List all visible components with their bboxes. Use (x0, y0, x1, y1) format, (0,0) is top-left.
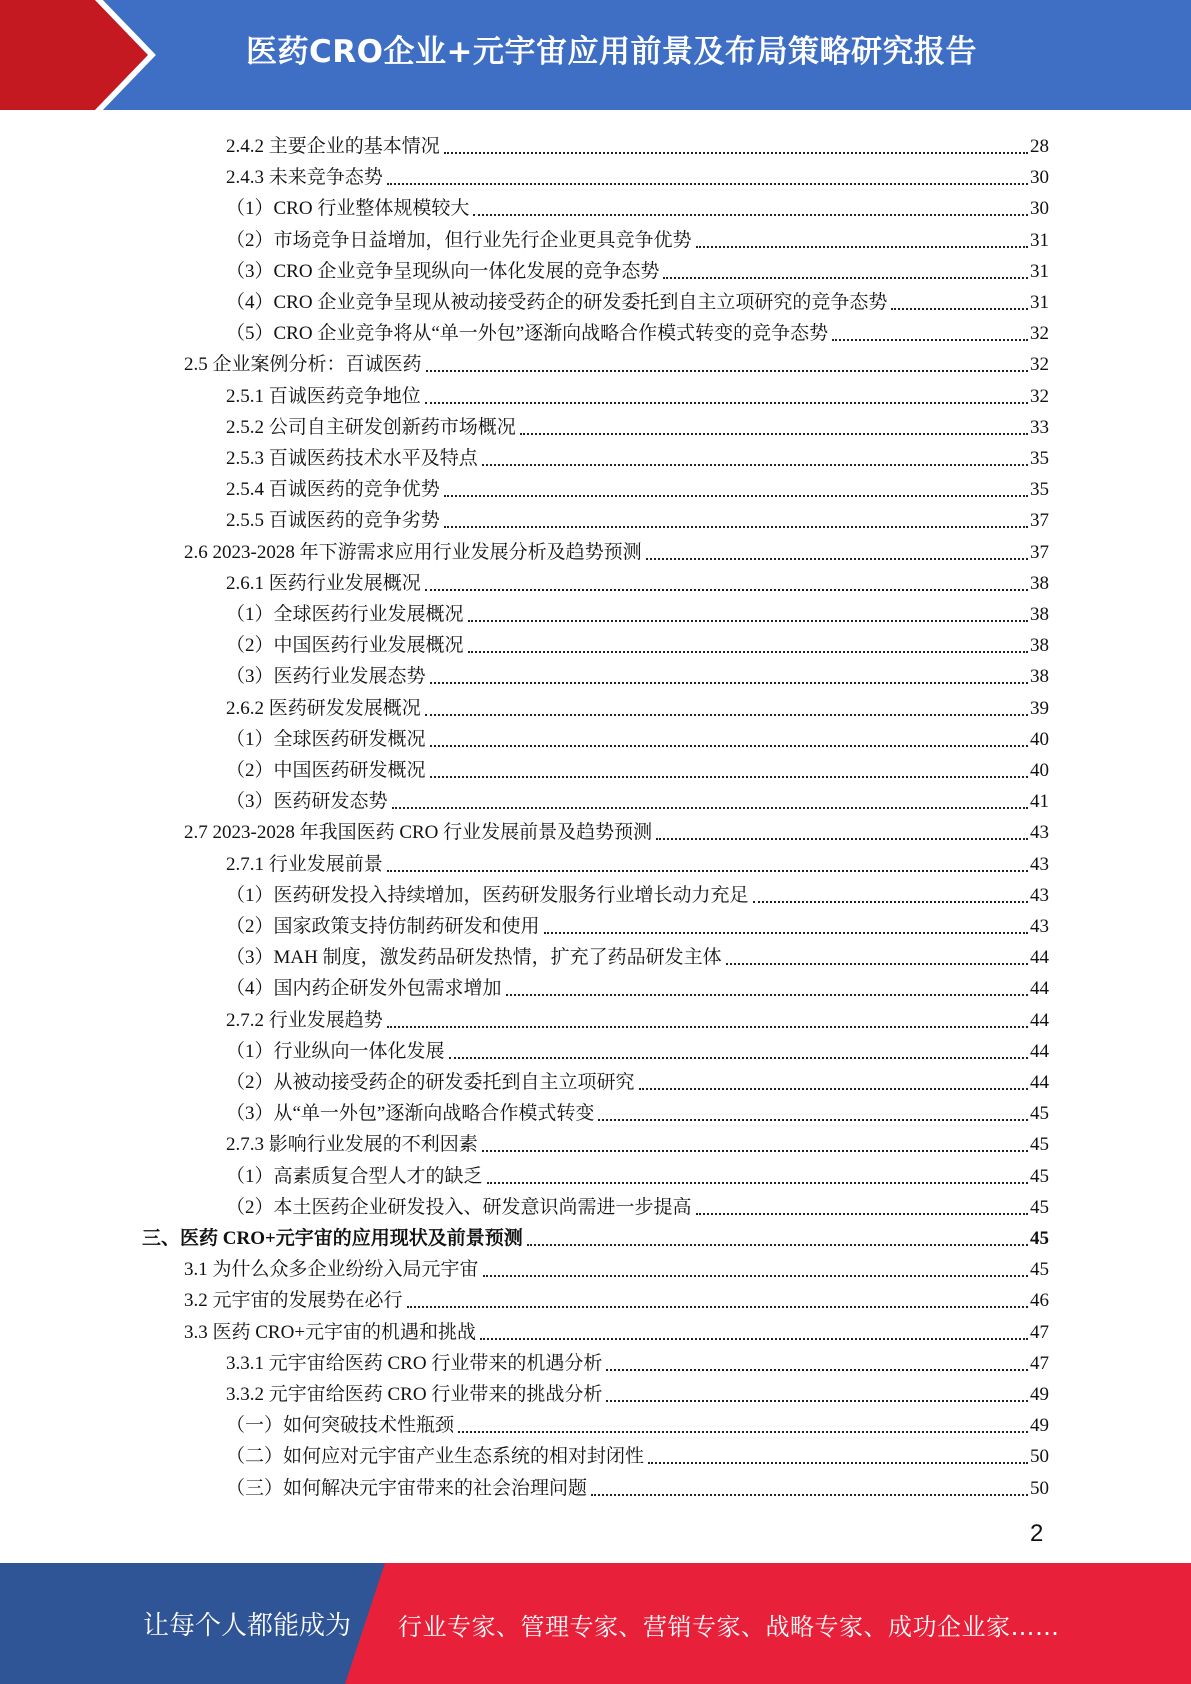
toc-entry[interactable] (226, 1438, 1049, 1469)
toc-entry[interactable] (226, 846, 1049, 877)
toc-entry-page: 32 (1030, 323, 1049, 345)
toc-entry-title: （一）如何突破技术性瓶颈 (226, 1415, 455, 1437)
toc-dot-leader (598, 1119, 1028, 1121)
page-header (0, 0, 1191, 110)
toc-dot-leader (387, 870, 1028, 872)
toc-entry-title: （3）MAH 制度，激发药品研发热情，扩充了药品研发主体 (226, 947, 722, 969)
toc-entry[interactable] (226, 128, 1049, 159)
toc-entry-page: 44 (1030, 978, 1049, 1000)
toc-entry-page: 30 (1030, 198, 1049, 220)
toc-entry-title: （2）中国医药研发概况 (226, 760, 426, 781)
toc-entry-title: 2.4.2 主要企业的基本情况 (226, 136, 440, 157)
toc-entry-title: （2）中国医药行业发展概况 (226, 635, 464, 657)
toc-dot-leader (387, 1026, 1028, 1028)
toc-entry[interactable] (226, 378, 1049, 409)
toc-entry-page: 45 (1030, 1259, 1049, 1281)
toc-dot-leader (648, 1462, 1028, 1464)
toc-entry[interactable] (226, 409, 1049, 440)
toc-entry-title: 2.7.2 行业发展趋势 (226, 1009, 383, 1031)
toc-entry[interactable] (226, 1470, 1049, 1501)
toc-entry[interactable] (226, 721, 1049, 752)
toc-entry-title: （2）本土医药企业研发投入、研发意识尚需进一步提高 (226, 1196, 692, 1218)
toc-dot-leader (407, 1306, 1028, 1308)
toc-entry-page: 50 (1030, 1446, 1049, 1468)
toc-dot-leader (425, 714, 1028, 716)
toc-entry-page: 43 (1030, 884, 1049, 906)
toc-dot-leader (696, 246, 1028, 248)
toc-entry[interactable] (226, 253, 1049, 284)
toc-dot-leader (606, 1369, 1028, 1371)
toc-entry-page: 49 (1030, 1384, 1049, 1405)
toc-entry-page: 45 (1030, 1228, 1049, 1249)
toc-entry[interactable] (226, 783, 1049, 814)
toc-entry[interactable] (226, 752, 1049, 783)
toc-dot-leader (430, 745, 1028, 747)
toc-dot-leader (527, 1244, 1028, 1246)
toc-dot-leader (449, 1057, 1028, 1059)
toc-dot-leader (591, 1494, 1028, 1496)
toc-entry-title: （4）国内药企研发外包需求增加 (226, 978, 502, 1000)
toc-entry-title: （5）CRO 企业竞争将从“单一外包”逐渐向战略合作模式转变的竞争态势 (226, 323, 829, 345)
footer-slogan-right: 行业专家、管理专家、营销专家、战略专家、成功企业家…… (398, 1613, 1060, 1641)
toc-entry-title: 2.5.5 百诚医药的竞争劣势 (226, 510, 440, 532)
toc-entry-title: 2.6 2023-2028 年下游需求应用行业发展分析及趋势预测 (184, 541, 642, 563)
toc-entry[interactable] (226, 877, 1049, 908)
toc-entry-title: （1）医药研发投入持续增加，医药研发服务行业增长动力充足 (226, 884, 749, 906)
toc-dot-leader (480, 1338, 1028, 1340)
toc-entry-page: 43 (1030, 853, 1049, 875)
toc-dot-leader (639, 1088, 1028, 1090)
toc-entry-title: （1）CRO 行业整体规模较大 (226, 198, 470, 220)
toc-entry[interactable] (226, 690, 1049, 721)
toc-entry[interactable] (184, 534, 1049, 565)
toc-entry-title: （3）CRO 企业竞争呈现纵向一体化发展的竞争态势 (226, 260, 660, 282)
toc-entry-title: （2）市场竞争日益增加，但行业先行企业更具竞争优势 (226, 229, 692, 251)
toc-entry[interactable] (226, 440, 1049, 471)
toc-entry[interactable] (226, 222, 1049, 253)
toc-dot-leader (444, 495, 1028, 497)
toc-entry-title: 2.5.2 公司自主研发创新药市场概况 (226, 416, 516, 438)
toc-dot-leader (663, 277, 1028, 279)
page-number: 2 (1030, 1520, 1044, 1547)
toc-entry-page: 45 (1030, 1196, 1049, 1218)
toc-dot-leader (430, 776, 1028, 778)
toc-entry-title: 3.3 医药 CRO+元宇宙的机遇和挑战 (184, 1321, 477, 1343)
toc-entry[interactable] (184, 1251, 1049, 1282)
toc-entry-page: 33 (1030, 416, 1049, 438)
toc-dot-leader (482, 1150, 1028, 1152)
toc-dot-leader (425, 589, 1028, 591)
toc-dot-leader (468, 651, 1028, 653)
toc-entry[interactable] (226, 627, 1049, 658)
toc-entry[interactable] (142, 1220, 1049, 1251)
toc-entry-title: 2.5.3 百诚医药技术水平及特点 (226, 448, 478, 469)
toc-dot-leader (482, 464, 1028, 466)
toc-entry-page: 32 (1030, 385, 1049, 407)
toc-entry[interactable] (226, 1407, 1049, 1438)
toc-entry[interactable] (226, 1376, 1049, 1407)
toc-entry[interactable] (226, 1002, 1049, 1033)
toc-entry[interactable] (226, 1189, 1049, 1220)
toc-entry[interactable] (226, 1064, 1049, 1095)
toc-entry[interactable] (226, 970, 1049, 1001)
toc-entry-title: 3.2 元宇宙的发展势在必行 (184, 1290, 403, 1312)
toc-entry-title: （三）如何解决元宇宙带来的社会治理问题 (226, 1477, 588, 1499)
toc-entry-page: 43 (1030, 822, 1049, 844)
toc-dot-leader (444, 526, 1028, 528)
toc-entry-page: 43 (1030, 916, 1049, 937)
toc-dot-leader (520, 433, 1028, 435)
toc-entry[interactable] (226, 284, 1049, 315)
toc-entry-page: 47 (1030, 1352, 1049, 1374)
toc-dot-leader (458, 1431, 1028, 1433)
toc-entry-title: 2.6.2 医药研发发展概况 (226, 697, 421, 719)
toc-entry-title: 3.3.2 元宇宙给医药 CRO 行业带来的挑战分析 (226, 1384, 603, 1405)
toc-entry-page: 39 (1030, 697, 1049, 719)
toc-entry-page: 38 (1030, 635, 1049, 657)
toc-entry-title: （1）全球医药行业发展概况 (226, 604, 464, 625)
toc-entry[interactable] (226, 658, 1049, 689)
toc-entry[interactable] (226, 471, 1049, 502)
toc-entry[interactable] (184, 814, 1049, 845)
toc-entry-title: 2.7.3 影响行业发展的不利因素 (226, 1134, 478, 1156)
toc-entry-page: 31 (1030, 260, 1049, 282)
toc-entry-page: 30 (1030, 167, 1049, 189)
toc-dot-leader (656, 838, 1028, 840)
toc-entry-title: （3）从“单一外包”逐渐向战略合作模式转变 (226, 1103, 595, 1125)
toc-entry-page: 45 (1030, 1165, 1049, 1187)
toc-entry-page: 38 (1030, 604, 1049, 625)
report-title: 医药CRO企业+元宇宙应用前景及布局策略研究报告 (246, 34, 977, 70)
toc-entry[interactable] (226, 939, 1049, 970)
toc-entry-title: （3）医药研发态势 (226, 791, 388, 813)
toc-entry[interactable] (226, 1033, 1049, 1064)
toc-dot-leader (487, 1182, 1028, 1184)
header-arrow-decoration (0, 0, 200, 110)
toc-dot-leader (430, 682, 1028, 684)
toc-dot-leader (468, 620, 1028, 622)
toc-entry[interactable] (184, 346, 1049, 377)
toc-entry-page: 40 (1030, 728, 1049, 750)
footer-slogan-left: 让每个人都能成为 (143, 1611, 352, 1641)
toc-entry-title: 3.1 为什么众多企业纷纷入局元宇宙 (184, 1259, 479, 1281)
toc-entry-page: 40 (1030, 760, 1049, 781)
toc-dot-leader (473, 214, 1028, 216)
toc-entry-page: 31 (1030, 292, 1049, 313)
toc-dot-leader (425, 402, 1028, 404)
toc-entry-page: 45 (1030, 1103, 1049, 1125)
toc-entry-title: （2）从被动接受药企的研发委托到自主立项研究 (226, 1072, 635, 1093)
toc-dot-leader (891, 308, 1028, 310)
toc-entry[interactable] (226, 1158, 1049, 1189)
toc-entry-title: 2.7.1 行业发展前景 (226, 853, 383, 875)
toc-entry-page: 38 (1030, 572, 1049, 594)
toc-dot-leader (646, 558, 1028, 560)
toc-entry-title: 2.6.1 医药行业发展概况 (226, 572, 421, 594)
toc-entry[interactable] (226, 502, 1049, 533)
toc-entry-title: （1）高素质复合型人才的缺乏 (226, 1165, 483, 1187)
toc-dot-leader (832, 339, 1028, 341)
toc-entry-title: 三、医药 CRO+元宇宙的应用现状及前景预测 (142, 1228, 523, 1249)
toc-entry-title: （1）全球医药研发概况 (226, 728, 426, 750)
toc-entry[interactable] (226, 1126, 1049, 1157)
toc-entry-page: 46 (1030, 1290, 1049, 1312)
toc-entry-page: 44 (1030, 1040, 1049, 1062)
toc-entry-page: 35 (1030, 448, 1049, 469)
page-footer (0, 1563, 1191, 1684)
toc-dot-leader (544, 932, 1028, 934)
toc-entry-title: 2.7 2023-2028 年我国医药 CRO 行业发展前景及趋势预测 (184, 822, 653, 844)
toc-entry-page: 35 (1030, 479, 1049, 501)
toc-entry-page: 50 (1030, 1477, 1049, 1499)
toc-dot-leader (606, 1400, 1028, 1402)
toc-entry-page: 44 (1030, 1009, 1049, 1031)
toc-entry-page: 31 (1030, 229, 1049, 251)
toc-entry-title: （3）医药行业发展态势 (226, 666, 426, 688)
toc-dot-leader (726, 963, 1028, 965)
toc-entry-page: 37 (1030, 510, 1049, 532)
toc-entry-title: 2.5.1 百诚医药竞争地位 (226, 385, 421, 407)
toc-entry[interactable] (226, 1345, 1049, 1376)
toc-entry-page: 47 (1030, 1321, 1049, 1343)
toc-entry-page: 32 (1030, 354, 1049, 376)
toc-entry-page: 37 (1030, 541, 1049, 563)
toc-entry-title: （2）国家政策支持仿制药研发和使用 (226, 916, 540, 937)
toc-entry-title: 2.5 企业案例分析：百诚医药 (184, 354, 422, 376)
toc-entry-page: 49 (1030, 1415, 1049, 1437)
toc-entry-page: 45 (1030, 1134, 1049, 1156)
toc-entry[interactable] (226, 596, 1049, 627)
toc-entry-page: 44 (1030, 1072, 1049, 1093)
toc-dot-leader (753, 901, 1028, 903)
toc-entry-title: 2.4.3 未来竞争态势 (226, 167, 383, 189)
toc-dot-leader (483, 1275, 1028, 1277)
toc-entry-page: 38 (1030, 666, 1049, 688)
toc-dot-leader (444, 152, 1028, 154)
toc-entry-title: （4）CRO 企业竞争呈现从被动接受药企的研发委托到自主立项研究的竞争态势 (226, 292, 888, 313)
toc-dot-leader (392, 807, 1028, 809)
toc-entry[interactable] (226, 908, 1049, 939)
toc-dot-leader (696, 1213, 1028, 1215)
toc-entry[interactable] (184, 1282, 1049, 1313)
toc-entry[interactable] (226, 159, 1049, 190)
toc-dot-leader (506, 994, 1028, 996)
toc-entry[interactable] (184, 1314, 1049, 1345)
toc-dot-leader (387, 183, 1028, 185)
toc-entry-title: （1）行业纵向一体化发展 (226, 1040, 445, 1062)
toc-entry-title: 3.3.1 元宇宙给医药 CRO 行业带来的机遇分析 (226, 1352, 603, 1374)
toc-entry-title: （二）如何应对元宇宙产业生态系统的相对封闭性 (226, 1446, 645, 1468)
toc-entry[interactable] (226, 315, 1049, 346)
toc-entry-page: 41 (1030, 791, 1049, 813)
toc-entry-title: 2.5.4 百诚医药的竞争优势 (226, 479, 440, 501)
toc-dot-leader (426, 370, 1028, 372)
toc-entry-page: 28 (1030, 136, 1049, 157)
toc-entry[interactable] (226, 190, 1049, 221)
toc-entry-page: 44 (1030, 947, 1049, 969)
toc-entry[interactable] (226, 565, 1049, 596)
toc-entry[interactable] (226, 1095, 1049, 1126)
